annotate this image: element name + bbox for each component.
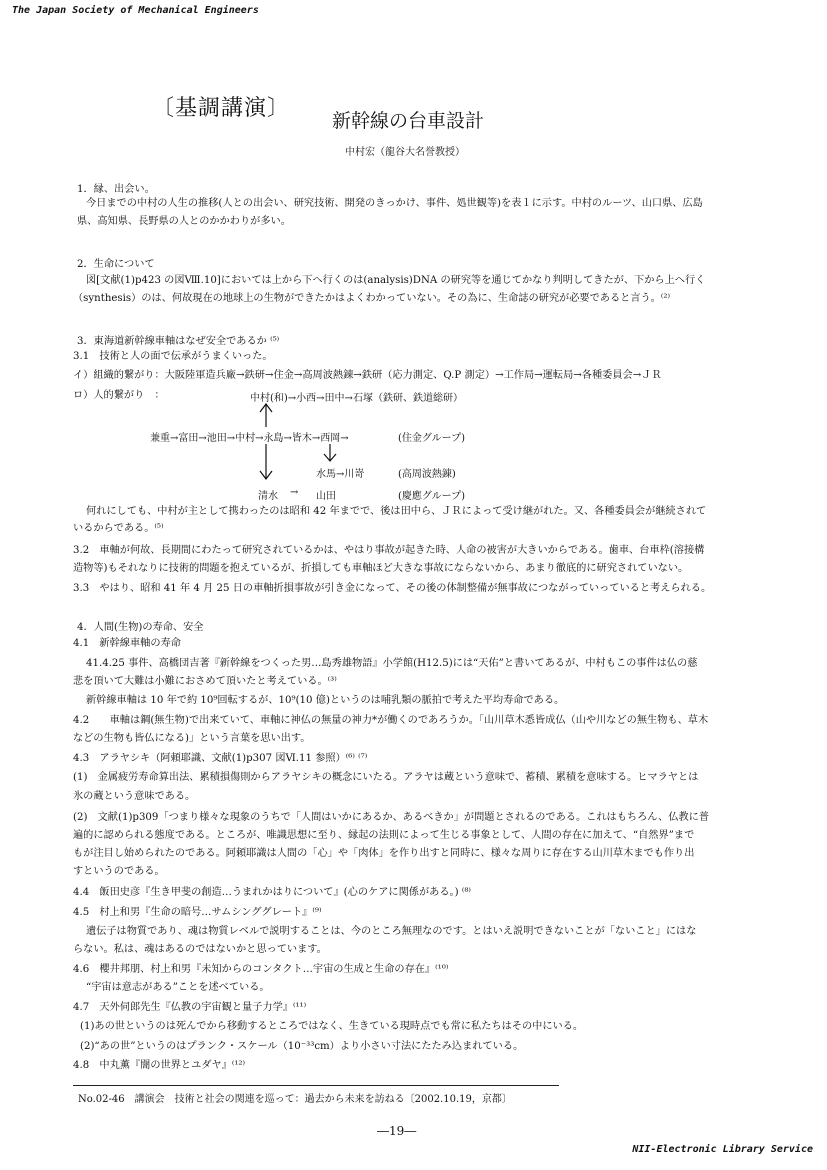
- down-arrow-icon: [323, 443, 337, 463]
- up-arrow-icon: [259, 402, 273, 428]
- s4-3-1-line-1: (1) 金属疲労寿命算出法、累積損傷則からアラヤシキの概念にいたる。アラヤは蔵という意味で、蓄積、累積を意味する。ヒマラヤとは: [73, 772, 699, 783]
- chart-row-2: 兼重→富田→池田→中村→永島→皆木→西岡→: [150, 433, 349, 444]
- s4-2-line-1: 4.2 車軸は鋼(無生物)で出来ていて、車軸に神仏の無量の神力*が働くのであろうか。「山川草木悉皆成仏（山や川などの無生物も、草木: [73, 715, 709, 726]
- page-title: 新幹線の台車設計: [332, 110, 485, 132]
- s4-1-line-3: 新幹線車軸は 10 年で約 10⁹回転するが、10⁹(10 億)というのは哺乳類の脈拍で考えた平均寿命である。: [86, 695, 565, 706]
- s3-person-line: ロ）人的繋がり ：: [73, 390, 165, 401]
- s3-3-line: 3.3 やはり、昭和 41 年 4 月 25 日の車軸折損事故が引き金になって、その後の体制整備が無事故につながっていっていると考えられる。: [73, 583, 712, 594]
- s4-7-line-1: (1)あの世というのは死んでから移動するところではなく、生きている現時点でも常に私たちはその中にいる。: [80, 1021, 584, 1032]
- author-line: 中村宏（龍谷大名誉教授）: [345, 147, 465, 158]
- chart-row-4-left: 清水: [258, 491, 278, 502]
- s4-7-line-2: (2)“あの世”というのはプランク・スケール（10⁻³³cm）より小さい寸法にたたみ込まれている。: [80, 1041, 524, 1052]
- s4-7-heading: 4.7 天外伺郎先生『仏教の宇宙観と量子力学』⁽¹¹⁾: [73, 1002, 307, 1013]
- s3-2-line-1: 3.2 車軸が何故、長期間にわたって研究されているかは、やはり事故が起きた時、人命の被害が大きいからである。歯車、台車枠(溶接構: [73, 545, 705, 556]
- s3-2-line-2: 造物等)もそれなりに技術的問題を抱えているが、折損しても車軸ほど大きな事故にならないから、あまり徹底的に研究されていない。: [73, 563, 689, 574]
- s4-1-line-1: 41.4.25 事件、高橋団吉著『新幹線をつくった男…島秀雄物語』小学館(H12.5)には“天佑”と書いてあるが、中村もこの事件は仏の慈: [86, 658, 698, 669]
- s4-6-heading: 4.6 櫻井邦朋、村上和男『未知からのコンタクト…宇宙の生成と生命の存在』⁽¹⁰⁾: [73, 964, 449, 975]
- chart-row-1: 中村(和)→小西→田中→石塚（鉄研、鉄道総研）: [250, 393, 463, 404]
- s2-line-1: 図[文献(1)p423 の図Ⅷ.10]においては上から下へ行くのは(analysis)DNA の研究等を通じてかなり判明してきたが、下から上へ行く: [86, 275, 706, 286]
- s4-3-2-line-3: もが注目し始められたのである。阿頼耶識は人間の「心」や「肉体」を作り出すと同時に、様々な周りに存在する山川草木までも作り出: [73, 848, 695, 859]
- s4-3-1-line-2: 氷の蔵という意味である。: [73, 791, 196, 802]
- down-arrow-icon: [259, 443, 273, 481]
- s4-5-heading: 4.5 村上和男『生命の暗号…サムシンググレート』⁽⁹⁾: [73, 907, 322, 918]
- footer-rule: [73, 1085, 559, 1086]
- section-2-heading: 2．生命について: [77, 259, 155, 270]
- chart-row-4-right: 山田: [316, 491, 336, 502]
- s4-8-heading: 4.8 中丸薫『闇の世界とユダヤ』⁽¹²⁾: [73, 1060, 245, 1071]
- s4-3-heading: 4.3 アラヤシキ（阿頼耶識、文献(1)p307 図Ⅵ.11 参照）⁽⁶⁾ ⁽⁷⁾: [73, 753, 368, 764]
- conference-note: No.02-46 講演会 技術と社会の関連を巡って：過去から未来を訪ねる〔2002.10.19，京都〕: [78, 1094, 512, 1105]
- s3-org-line: イ）組織的繋がり：大阪陸軍造兵廠→鉄研→住金→高周波熱錬→鉄研（応力測定、Q.P 測定）→工作局→運転局→各種委員会→ＪＲ: [73, 370, 662, 381]
- s2-line-2: （synthesis）のは、何故現在の地球上の生物ができたかはよくわかっていない。その為に、生命誌の研究が必要であると言う。⁽²⁾: [73, 293, 670, 304]
- chart-row-4-arrow: →: [290, 487, 299, 498]
- section-3-heading: 3．東海道新幹線車軸はなぜ安全であるか ⁽⁵⁾: [77, 336, 280, 347]
- s4-4-line: 4.4 飯田史彦『生き甲斐の創造…うまれかはりについて』(心のケアに関係がある。) ⁽⁸⁾: [73, 887, 471, 898]
- keynote-label: 〔基調講演〕: [152, 96, 291, 121]
- s3-para1-line-2: いるからである。⁽⁵⁾: [73, 523, 164, 534]
- s4-2-line-2: などの生物も皆仏になる)」という言葉を思い出す。: [73, 733, 311, 744]
- section-1-heading: 1．縁、出会い。: [77, 184, 155, 195]
- s1-line-1: 今日までの中村の人生の推移(人との出会い、研究技術、開発のきっかけ、事件、処世観等)を表１に示す。中村のルーツ、山口県、広島: [86, 198, 703, 209]
- chart-row-4-label: (慶應グループ): [398, 491, 466, 502]
- journal-header: The Japan Society of Mechanical Engineers: [12, 5, 259, 16]
- s4-5-line-2: らない。私は、魂はあるのではないかと思っています。: [73, 944, 327, 955]
- s4-6-line: “宇宙は意志がある”ことを述べている。: [86, 982, 270, 993]
- chart-row-3-label: (高周波熱錬): [398, 469, 456, 480]
- section-4-heading: 4．人間(生物)の寿命、安全: [77, 622, 204, 633]
- s1-line-2: 県、高知県、長野県の人とのかかわりが多い。: [77, 216, 291, 227]
- page-number: ―19―: [377, 1124, 417, 1138]
- s3-1-line: 3.1 技術と人の面で伝承がうまくいった。: [73, 351, 273, 362]
- library-footer: NII-Electronic Library Service: [632, 1144, 813, 1155]
- chart-row-2-label: (住金グループ): [398, 433, 466, 444]
- s4-1-heading: 4.1 新幹線車軸の寿命: [73, 638, 181, 649]
- s4-3-2-line-2: 遍的に認められる態度である。ところが、唯識思想に至り、縁起の法則によって生じる事象として、人間の存在に加えて、“自然界”まで: [73, 830, 695, 841]
- s4-5-line-1: 遺伝子は物質であり、魂は物質レベルで説明することは、今のところ無理なのです。とはいえ説明できないことが「ないこと」にはな: [86, 926, 697, 937]
- s4-3-2-line-4: すというのである。: [73, 866, 165, 877]
- s4-1-line-2: 悲を頂いて大難は小難におさめて頂いたと考えている。⁽³⁾: [73, 676, 337, 687]
- chart-row-3: 水馬→川嵜: [316, 469, 365, 480]
- s3-para1-line-1: 何れにしても、中村が主として携わったのは昭和 42 年までで、後は田中ら、ＪＲによって受け継がれた。又、各種委員会が継続されて: [86, 506, 707, 517]
- s4-3-2-line-1: (2) 文献(1)p309「つまり様々な現象のうちで「人間はいかにあるか、あるべきか」が問題とされるのである。これはもちろん、仏教に普: [73, 812, 710, 823]
